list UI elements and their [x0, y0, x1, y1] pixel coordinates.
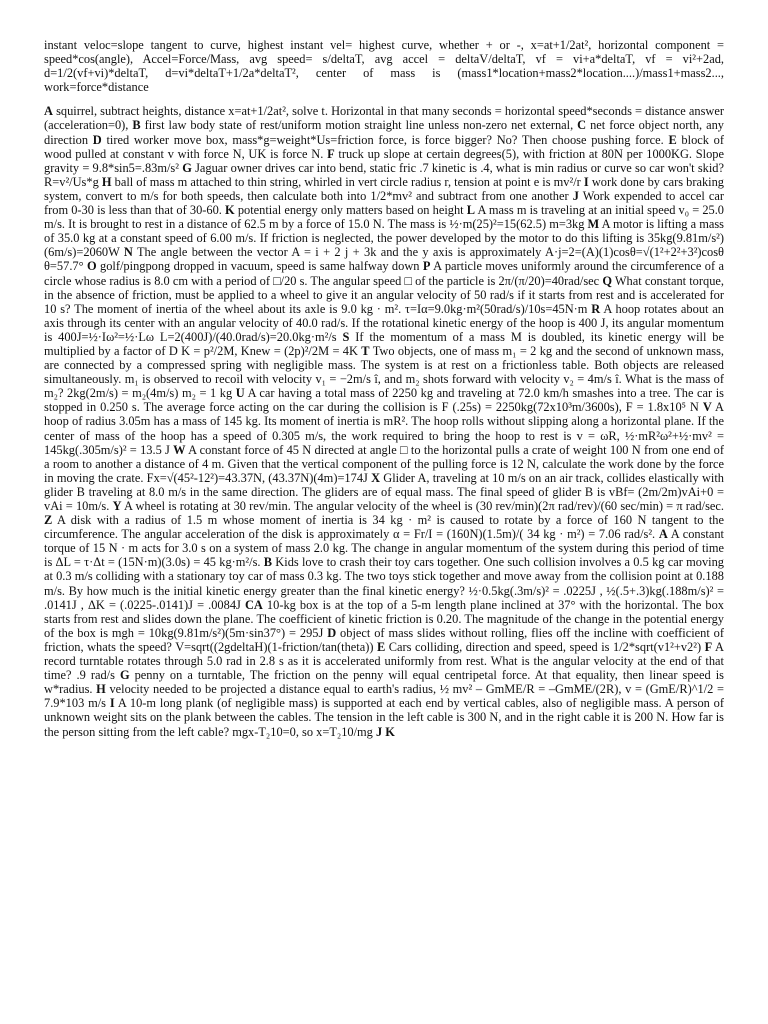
problem-letter: S [342, 329, 350, 344]
problem-text: A constant force of 45 N directed at angle □ to the horizontal pulls a crate of weight 100 N from one end of a room to another a distance of 4 m. Given that the vertical component of the pulling force is 12 N, calculate the work done by the force in moving the crate. Fx=√(45²-12²)=43.37N, (43.37N)(4m)=174J [44, 442, 724, 485]
problem-text: golf/pingpong dropped in vacuum, speed is same halfway down [96, 259, 423, 274]
problem-text: The angle between the vector A = i + 2 j + 3k and the y axis is approximately A·j=2=(A)(1)cosθ=√(1²+2²+3²)cosθ θ=57.7° [44, 245, 724, 274]
problem-letter: A [44, 104, 53, 119]
problem-letter: E [377, 639, 386, 654]
problem-text: penny on a turntable, The friction on the penny will equal centripetal force. At that equality, then linear speed is w*radius. [44, 668, 724, 697]
problem-letter: F [327, 146, 335, 161]
problem-text: Glider A, traveling at 10 m/s on an air track, collides elastically with glider B traveling at 8.0 m/s in the same direction. The gliders are of equal mass. The final speed of glider B is vBf= (2m/2m)vAi+0 = vAi = 10m/s. [44, 470, 725, 513]
problem-letter: D [92, 132, 102, 147]
problem-text: 10-kg box is at the top of a 5-m length plane inclined at 37° with the horizontal. The box starts from rest and slides down the plane. The coefficient of kinetic friction is 0.20. The magnitude of the change in the potential energy of the box is mgh = 10kg(9.81m/s²)(5m·sin37°) = 295J [44, 597, 724, 640]
problem-letter: R [591, 301, 601, 316]
problem-text: Kids love to crash their toy cars together. One such collision involves a 0.5 kg car moving at 0.3 m/s colliding with a stationary toy car of mass 0.3 kg. The two toys stick together and move away from the collision point at 0.188 m/s. By how much is the initial kinetic energy greater than the final kinetic energy? ½·0.5kg(.3m/s)² = .0225J , ½(.5+.3)kg(.188m/s)² = .0141J , ΔK = (.0225-.0141)J = .0084J [44, 555, 724, 612]
problem-text: net force object north, any direction [44, 118, 724, 147]
problem-text: A constant torque of 15 N · m acts for 3.0 s on a system of mass 2.0 kg. The change in angular momentum of the system during this period of time is ΔL = τ·Δt = (15N·m)(3.0s) = 45 kg·m²/s. [44, 527, 725, 570]
problems-paragraph [44, 104, 724, 738]
problem-letter: H [101, 174, 112, 189]
problem-letter: J K [375, 724, 395, 739]
problem-letter: A [658, 527, 668, 542]
problem-letter: V [702, 400, 712, 415]
problem-text: truck up slope at certain degrees(5), with friction at 80N per 1000KG. Slope gravity = 9.8*sin5=.83m/s² [44, 146, 725, 175]
problem-text: Work expended to accel car from 0-30 is less than that of 30-60. [44, 188, 724, 218]
problem-text: A car having a total mass of 2250 kg and traveling at 72.0 km/h smashes into a tree. The car is stopped in 0.250 s. The average force acting on the car during the collision is F (.25s) = 2250kg(72x10³m/3600s), F = 1.8x10⁵ N [44, 386, 724, 415]
problem-letter: Q [602, 273, 612, 288]
problem-letter: P [422, 259, 431, 274]
intro-paragraph: instant veloc=slope tangent to curve, highest instant vel= highest curve, whether + or -, x=at+1/2at², horizontal component = speed*cos(angle), Accel=Force/Mass, avg speed= s/deltaT, avg accel = deltaV/deltaT, vf = vi+a*deltaT, vf = vi²+2ad, d=1/2(vf+vi)*deltaT, d=vi*deltaT+1/2a*deltaT², center of mass is (mass1*location+mass2*location....)/mass1+mass2..., work=force*distance [44, 38, 724, 95]
problem-text: work done by cars braking system, convert to m/s for both speeds, then calculate both into 1/2*mv² and subtract from one another [44, 174, 724, 203]
problem-letter: M [587, 217, 600, 232]
problem-text: squirrel, subtract heights, distance x=at+1/2at², solve t. Horizontal in that many seconds = horizontal speed*seconds = distance answer (acceleration=0), [44, 104, 724, 133]
problem-text: velocity needed to be projected a distance equal to earth's radius, ½ mv² – GmME/R = –GmME/(2R), v = (GmE/R)^1/2 = 7.9*103 m/s [44, 682, 724, 711]
problem-letter: I [109, 696, 115, 711]
problem-letter: Y [112, 499, 122, 513]
problem-letter: B [132, 118, 141, 133]
problem-letter: CA [244, 597, 263, 612]
problem-letter: D [327, 625, 337, 640]
problem-text: Jaguar owner drives car into bend, static fric .7 kinetic is .4, what is min radius or curve so car won't skid? R=v²/Us*g [44, 160, 725, 189]
problem-letter: I [583, 174, 589, 189]
problem-text: A mass m is traveling at an initial speed v₀ = 25.0 m/s. It is brought to rest in a distance of 62.5 m by a force of 15.0 N. The mass is ½·m(25)²=15(62.5) m=3kg [44, 203, 725, 232]
problem-letter: E [668, 132, 677, 147]
problem-text: What constant torque, in the absence of friction, must be applied to a wheel to give it an angular velocity of 50 rad/s if it starts from rest and is accelerated for 10 s? The moment of inertia of the wheel about its axle is 9.0 kg · m². τ=Iα=9.0kg·m²(50rad/s)/10s=45N·m [44, 273, 724, 316]
problem-text: Cars colliding, direction and speed, speed is 1/2*sqrt(v1²+v2²) [385, 639, 705, 654]
problem-letter: T [361, 343, 370, 358]
problem-text: A record turntable rotates through 5.0 rad in 2.8 s as it is accelerated uniformly from rest. What is the angular velocity at the end of that time? .9 rad/s [44, 639, 724, 683]
problem-text: A particle moves uniformly around the circumference of a circle whose radius is 8.0 cm with a period of □/20 s. The angular speed □ of the particle is 2π/(π/20)=40rad/sec [44, 259, 724, 288]
problem-letter: B [263, 555, 273, 570]
problem-text: A hoop of radius 3.05m has a mass of 145 kg. Its moment of inertia is mR². The hoop rolls without slipping along a horizontal plane. If the center of mass of the hoop has a speed of 0.305 m/s, the work required to bring the hoop to rest is v = ωR, ½·mR²ω²+½·mv² = 145kg(.305m/s)² = 13.5 J [44, 400, 724, 457]
problem-letter: Z [44, 513, 53, 528]
problem-text: A motor is lifting a mass of 35.0 kg at a constant speed of 6.00 m/s. If friction is neglected, the power developed by the motor to do this lifting is 35kg(9.81m/s²)(6m/s)=2060W [44, 217, 724, 260]
problem-letter: G [119, 668, 130, 683]
problem-text: block of wood pulled at constant v with force N, UK is force N. [44, 132, 725, 161]
problem-letter: W [173, 442, 186, 457]
problem-letter: X [371, 470, 381, 485]
problem-letter: O [86, 259, 97, 274]
problem-letter: H [96, 682, 106, 697]
problem-text: Two objects, one of mass m₁ = 2 kg and the second of unknown mass, are connected by a compressed spring with negligible mass. The system is at rest on a frictionless table. Both objects are released simultaneously. m₁ is observed to recoil with velocity v₁ = −2m/s î, and m₂ shots forward with velocity v₂ = 4m/s î. What is the mass of m₂? 2kg(2m/s) = m₂(4m/s) m₂ = 1 kg [44, 343, 724, 401]
problem-text: tired worker move box, mass*g=weight*Us=friction force, is force bigger? No? Then choose pushing force. [101, 132, 669, 147]
problem-text: potential energy only matters based on height [234, 203, 467, 218]
problem-letter: N [123, 245, 133, 260]
problem-text: object of mass slides without rolling, flies off the incline with coefficient of friction, whats the speed? V=sqrt((2gdeltaH)(1-friction/tan(theta)) [44, 625, 724, 654]
problem-letter: L [466, 203, 476, 218]
problem-text: ball of mass m attached to thin string, whirled in vert circle radius r, tension at point e is mv²/r [111, 174, 584, 189]
problem-letter: C [577, 118, 587, 133]
problem-letter: G [182, 160, 192, 175]
problem-letter: K [225, 203, 235, 218]
problem-text: A disk with a radius of 1.5 m whose moment of inertia is 34 kg · m² is caused to rotate by a force of 160 N tangent to the circumference. The angular acceleration of the disk is approximately α = Fr/I = (160N)(1.5m)/( 34 kg · m²) = 7.06 rad/s². [44, 513, 724, 542]
problem-text: A hoop rotates about an axis through its center with an angular velocity of 40.0 rad/s. If the rotational kinetic energy of the hoop is 400 J, its angular momentum is 400J=½·Iω²=½·Lω L=2(400J)/(40.0rad/s)=20.0kg·m²/s [44, 301, 724, 344]
problem-letter: U [235, 386, 245, 401]
problem-letter: F [704, 639, 713, 654]
problem-text: If the momentum of a mass M is doubled, its kinetic energy will be multiplied by a factor of D K = p²/2M, Knew = (2p)²/2M = 4K [44, 329, 724, 358]
problem-text: A wheel is rotating at 30 rev/min. The angular velocity of the wheel is (30 rev/min)(2π rad/rev)/(60 sec/min) = π rad/sec. [121, 499, 724, 513]
problem-text: A 10-m long plank (of negligible mass) is supported at each end by vertical cables, also of negligible mass. A person of unknown weight sits on the plank between the cables. The tension in the left cable is 300 N, and in the right cable it is 200 N. How far is the person sitting from the left cable? mgx-T₂10=0, so x=T₂10/mg [44, 696, 724, 739]
problem-text: first law body state of rest/uniform motion straight line unless non-zero net external, [140, 118, 578, 133]
problem-letter: J [572, 188, 579, 203]
